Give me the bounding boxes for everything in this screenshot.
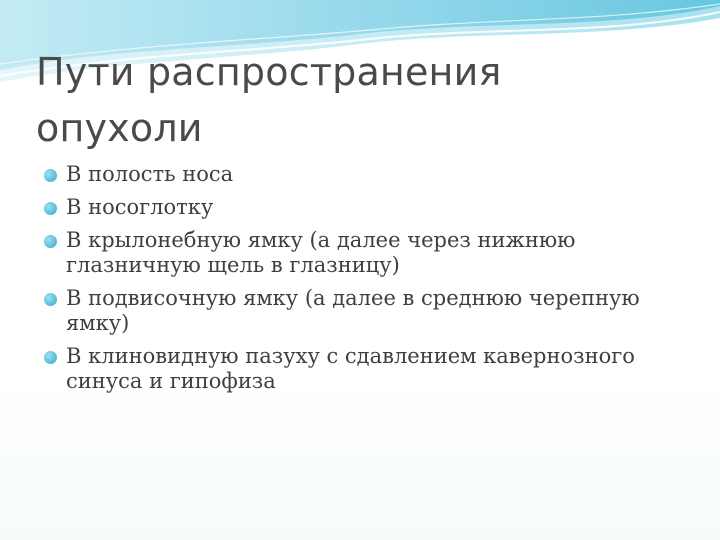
bullet-dot-icon <box>44 202 57 215</box>
list-item <box>44 162 684 187</box>
list-item <box>44 344 684 394</box>
list-item <box>44 228 684 278</box>
list-item-text: В клиновидную пазуху с сдавлением кавернозного синуса и гипофиза <box>66 344 635 393</box>
list-item-text: В подвисочную ямку (а далее в среднюю черепную ямку) <box>66 286 640 335</box>
bullet-dot-icon <box>44 293 57 306</box>
slide-title <box>36 44 696 156</box>
bullet-dot-icon <box>44 235 57 248</box>
list-item-text: В полость носа <box>66 162 234 186</box>
list-item <box>44 286 684 336</box>
bullet-dot-icon <box>44 351 57 364</box>
list-item-text: В носоглотку <box>66 195 214 219</box>
list-item <box>44 195 684 220</box>
bullet-list <box>44 162 684 402</box>
title-line-1: Пути распространения <box>36 50 502 94</box>
list-item-text: В крылонебную ямку (а далее через нижнюю глазничную щель в глазницу) <box>66 228 576 277</box>
title-line-2: опухоли <box>36 106 203 150</box>
bullet-dot-icon <box>44 169 57 182</box>
